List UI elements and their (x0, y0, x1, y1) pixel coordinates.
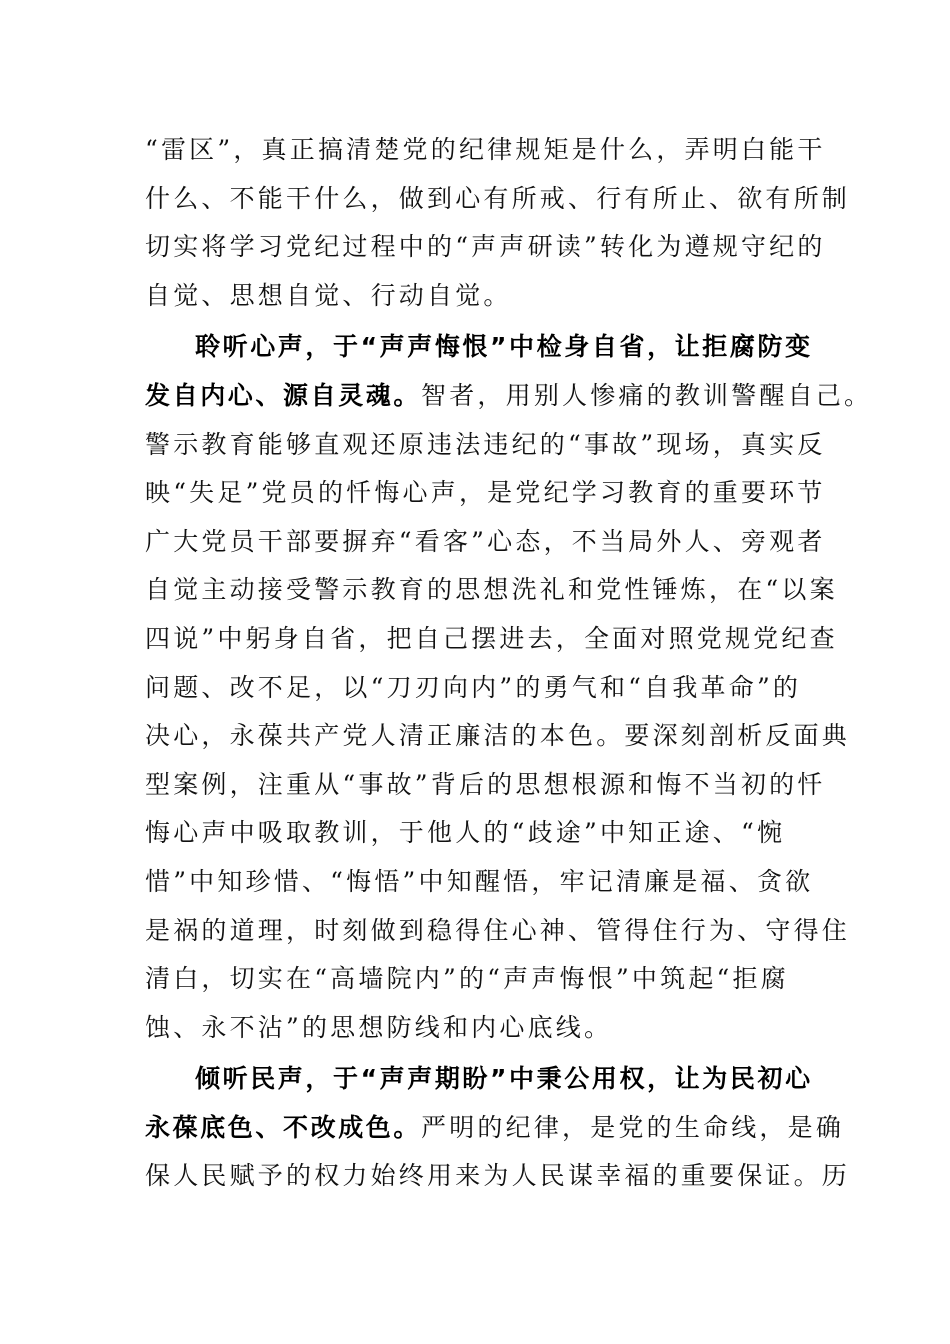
text-line: 自觉、思想自觉、行动自觉。 (145, 280, 512, 310)
text-line: 悔心声中吸取教训，于他人的“歧途”中知正途、“惋 (145, 818, 786, 848)
paragraph-heading: 倾听民声，于“声声期盼”中秉公用权，让为民初心 (195, 1064, 813, 1094)
paragraph-heading: 聆听心声，于“声声悔恨”中检身自省，让拒腐防变 (195, 332, 813, 362)
text-line (145, 372, 873, 421)
text-segment: 智者，用别人惨痛的教训警醒自己。 (421, 380, 873, 410)
text-line: 切实将学习党纪过程中的“声声研读”转化为遵规守纪的 (145, 232, 826, 262)
text-line: 是祸的道理，时刻做到稳得住心神、管得住行为、守得住 (145, 915, 851, 945)
text-line: 惜”中知珍惜、“悔悟”中知醒悟，牢记清廉是福、贪欲 (145, 866, 814, 896)
text-line: 型案例，注重从“事故”背后的思想根源和悔不当初的忏 (145, 769, 826, 799)
text-line: 问题、改不足，以“刀刃向内”的勇气和“自我革命”的 (145, 672, 802, 702)
document-body (145, 126, 873, 1201)
text-line: 映“失足”党员的忏悔心声，是党纪学习教育的重要环节 (145, 478, 826, 508)
text-line: 四说”中躬身自省，把自己摆进去，全面对照党规党纪查 (145, 623, 838, 653)
text-line: 广大党员干部要摒弃“看客”心态，不当局外人、旁观者 (145, 526, 826, 556)
text-line: 自觉主动接受警示教育的思想洗礼和党性锤炼，在“以案 (145, 575, 838, 605)
paragraph-heading-line (145, 323, 813, 372)
text-segment: 严明的纪律，是党的生命线，是确 (421, 1112, 845, 1142)
text-line (145, 1104, 845, 1153)
paragraph-heading-continued: 永葆底色、不改成色。 (145, 1112, 422, 1142)
paragraph-heading-continued: 发自内心、源自灵魂。 (145, 380, 422, 410)
paragraph-heading-line (145, 1055, 813, 1104)
text-line: 警示教育能够直观还原违法违纪的“事故”现场，真实反 (145, 429, 826, 459)
text-line: 决心，永葆共产党人清正廉洁的本色。要深刻剖析反面典 (145, 721, 851, 751)
text-line: 清白，切实在“高墙院内”的“声声悔恨”中筑起“拒腐 (145, 964, 789, 994)
text-line: 什么、不能干什么，做到心有所戒、行有所止、欲有所制 (145, 183, 851, 213)
text-line: 保人民赋予的权力始终用来为人民谋幸福的重要保证。历 (145, 1161, 851, 1191)
text-line: 蚀、永不沾”的思想防线和内心底线。 (145, 1012, 613, 1042)
text-line: “雷区”，真正搞清楚党的纪律规矩是什么，弄明白能干 (145, 135, 826, 164)
